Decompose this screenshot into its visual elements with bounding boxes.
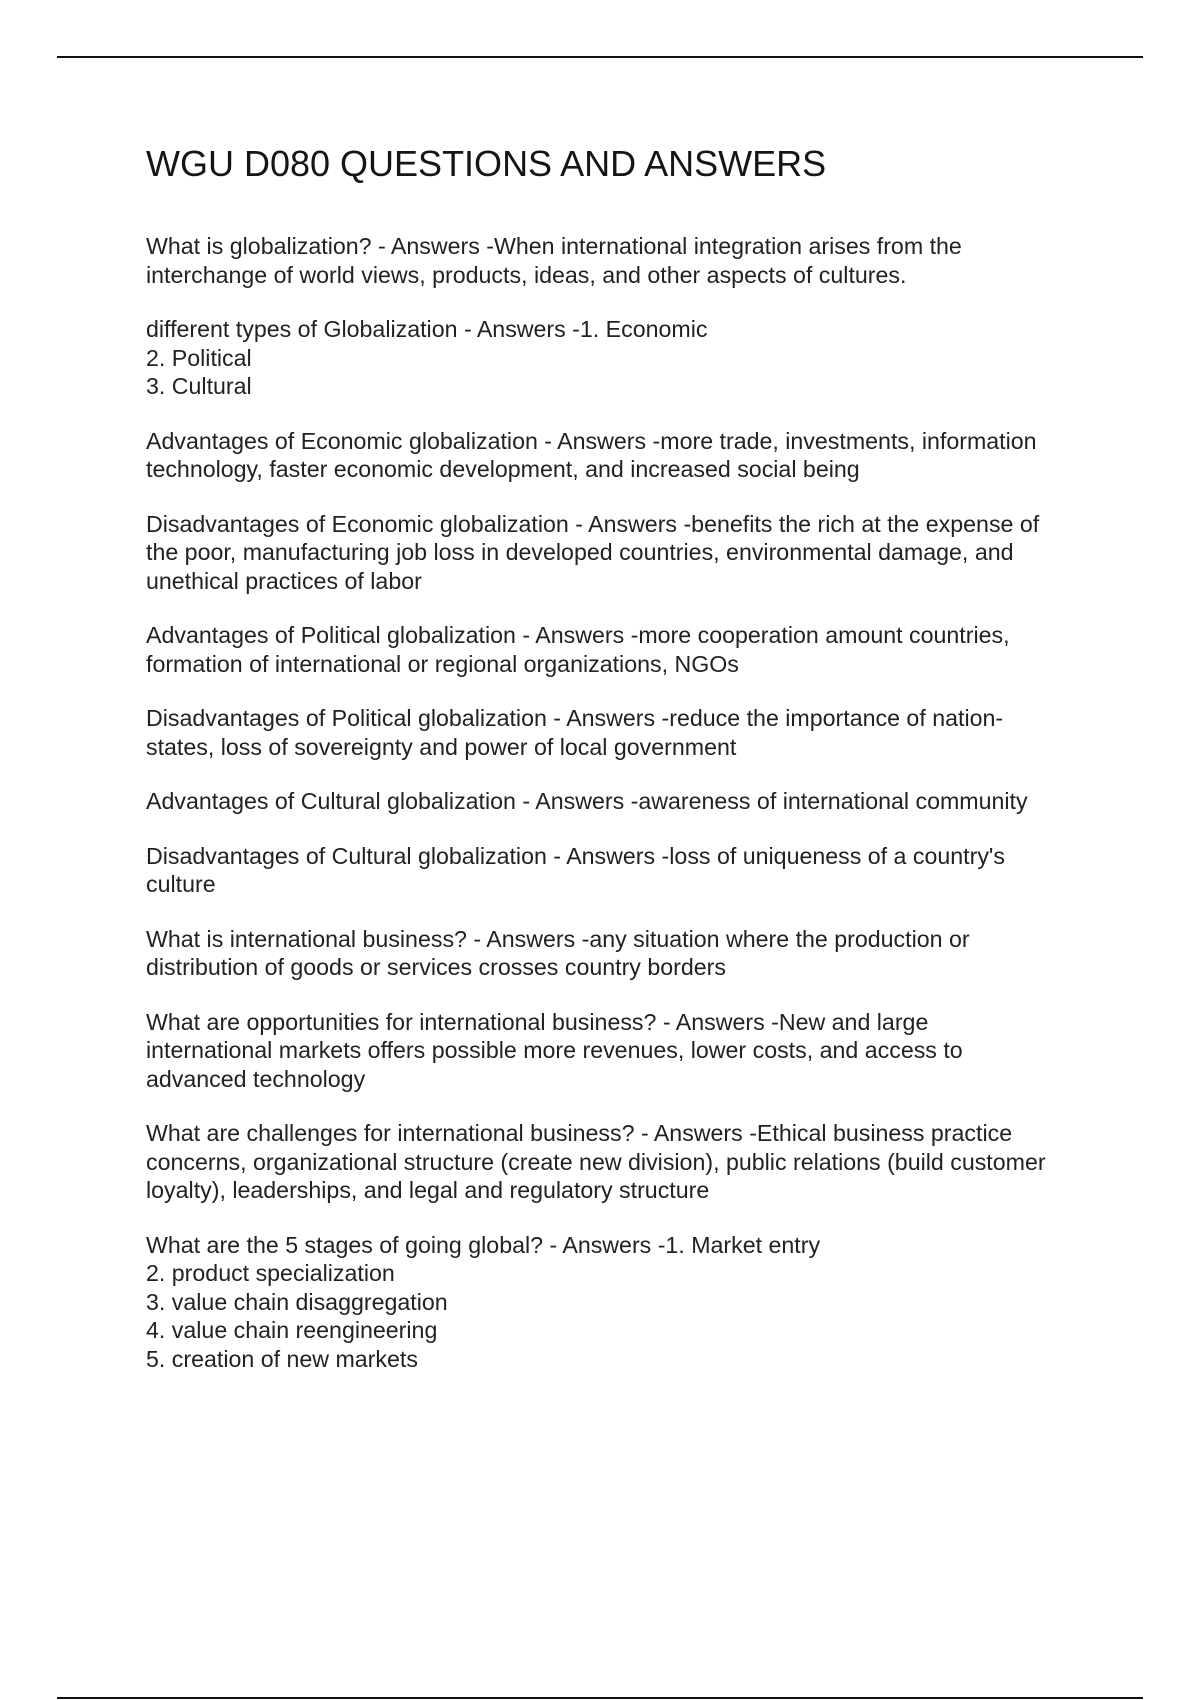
qa-item [146, 704, 1096, 761]
qa-line: 2. Political [146, 344, 252, 371]
qa-line: Advantages of Political globalization - Answers -more cooperation amount countries, [146, 622, 1010, 648]
qa-item [146, 1231, 1096, 1374]
qa-line: Advantages of Cultural globalization - Answers -awareness of international community [146, 788, 1028, 814]
qa-item [146, 925, 1096, 982]
qa-line: distribution of goods or services crosses country borders [146, 954, 726, 980]
qa-list [146, 232, 1096, 1373]
qa-item [146, 1119, 1096, 1205]
qa-item [146, 1008, 1096, 1094]
qa-item [146, 621, 1096, 678]
qa-line: international markets offers possible more revenues, lower costs, and access to [146, 1037, 963, 1063]
qa-line: advanced technology [146, 1065, 366, 1092]
qa-item [146, 842, 1096, 899]
qa-item [146, 427, 1096, 484]
qa-line: Advantages of Economic globalization - Answers -more trade, investments, information [146, 427, 1037, 454]
qa-line: interchange of world views, products, ideas, and other aspects of cultures. [146, 261, 907, 288]
qa-line: 2. product specialization [146, 1260, 395, 1286]
qa-line: Disadvantages of Cultural globalization - Answers -loss of uniqueness of a country's [146, 842, 1005, 869]
qa-line: 5. creation of new markets [146, 1345, 418, 1372]
qa-line: technology, faster economic development, and increased social being [146, 456, 860, 482]
qa-line: What are opportunities for international business? - Answers -New and large [146, 1008, 929, 1035]
qa-line: concerns, organizational structure (create new division), public relations (build customer [146, 1148, 1046, 1175]
qa-item [146, 232, 1096, 289]
qa-line: loyalty), leaderships, and legal and regulatory structure [146, 1177, 710, 1203]
qa-item [146, 315, 1096, 401]
qa-line: different types of Globalization - Answers -1. Economic [146, 316, 708, 342]
qa-line: unethical practices of labor [146, 567, 422, 594]
qa-line: states, loss of sovereignty and power of local government [146, 733, 737, 760]
qa-line: culture [146, 871, 216, 897]
qa-line: What are the 5 stages of going global? - Answers -1. Market entry [146, 1231, 821, 1258]
qa-line: What are challenges for international business? - Answers -Ethical business practice [146, 1120, 1013, 1146]
qa-line: 3. Cultural [146, 373, 252, 399]
qa-item [146, 510, 1096, 596]
qa-item [146, 787, 1096, 816]
qa-line: What is international business? - Answers -any situation where the production or [146, 925, 970, 952]
document-body [146, 140, 1096, 1399]
header-rule [57, 56, 1143, 58]
qa-line: 4. value chain reengineering [146, 1317, 438, 1343]
qa-line: Disadvantages of Economic globalization - Answers -benefits the rich at the expense of [146, 510, 1040, 537]
qa-line: the poor, manufacturing job loss in developed countries, environmental damage, and [146, 539, 1014, 565]
qa-line: What is globalization? - Answers -When international integration arises from the [146, 233, 962, 259]
qa-line: 3. value chain disaggregation [146, 1288, 448, 1315]
footer-rule [57, 1697, 1143, 1699]
qa-line: formation of international or regional organizations, NGOs [146, 650, 739, 677]
document-title: WGU D080 QUESTIONS AND ANSWERS [146, 143, 827, 184]
qa-line: Disadvantages of Political globalization - Answers -reduce the importance of nation- [146, 705, 1004, 731]
